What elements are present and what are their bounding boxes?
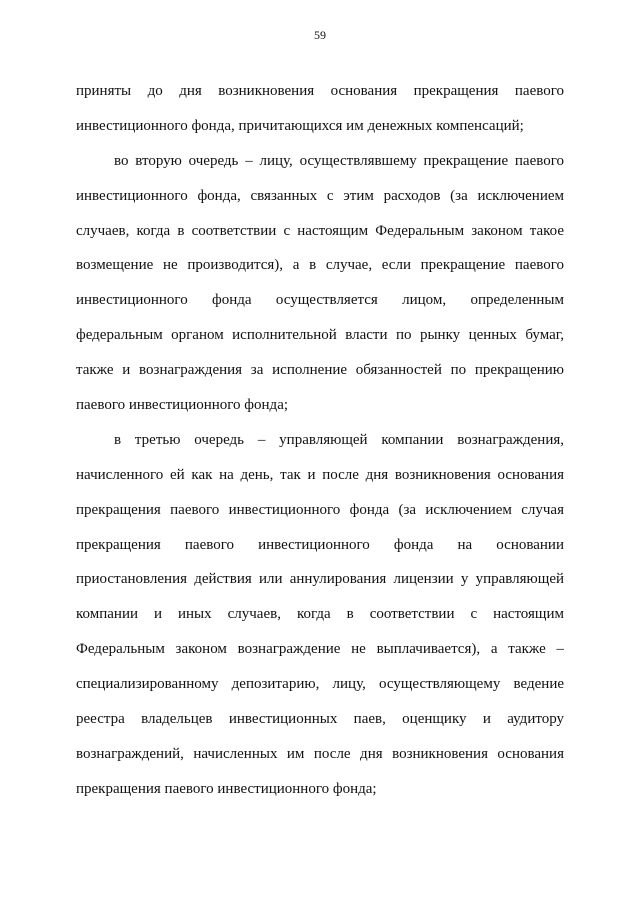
text-line: возмещение не производится), а в случае, если прекращение паевого — [76, 257, 564, 274]
text-line: приняты до дня возникновения основания прекращения паевого — [76, 83, 564, 99]
text-line: реестра владельцев инвестиционных паев, оценщику и аудитору — [76, 711, 564, 728]
text-line: в третью очередь – управляющей компании вознаграждения, — [114, 431, 564, 448]
text-line: случаев, когда в соответствии с настоящим Федеральным законом такое — [76, 222, 564, 239]
text-line: прекращения паевого инвестиционного фонда; — [76, 780, 377, 797]
text-line: федеральным органом исполнительной власти по рынку ценных бумаг, — [76, 327, 564, 344]
text-line: паевого инвестиционного фонда; — [76, 397, 289, 414]
page-number: 59 — [314, 28, 326, 42]
text-line: Федеральным законом вознаграждение не выплачивается), а также – — [76, 641, 564, 658]
text-line: компании и иных случаев, когда в соответствии с настоящим — [76, 606, 564, 623]
text-line: во вторую очередь – лицу, осуществлявшему прекращение паевого — [114, 152, 564, 169]
text-line: прекращения паевого инвестиционного фонда на основании — [76, 536, 564, 553]
text-line: прекращения паевого инвестиционного фонда (за исключением случая — [76, 501, 564, 518]
text-line: вознаграждений, начисленных им после дня возникновения основания — [76, 745, 564, 762]
text-line: инвестиционного фонда, причитающихся им денежных компенсаций; — [76, 117, 524, 134]
document-body — [76, 74, 564, 807]
text-line: приостановления действия или аннулирования лицензии у управляющей — [76, 571, 564, 588]
text-line: инвестиционного фонда, связанных с этим расходов (за исключением — [76, 187, 564, 204]
text-line: начисленного ей как на день, так и после дня возникновения основания — [76, 466, 564, 483]
text-line: специализированному депозитарию, лицу, осуществляющему ведение — [76, 676, 564, 693]
text-line: инвестиционного фонда осуществляется лицом, определенным — [76, 292, 564, 309]
text-line: также и вознаграждения за исполнение обязанностей по прекращению — [76, 362, 564, 379]
